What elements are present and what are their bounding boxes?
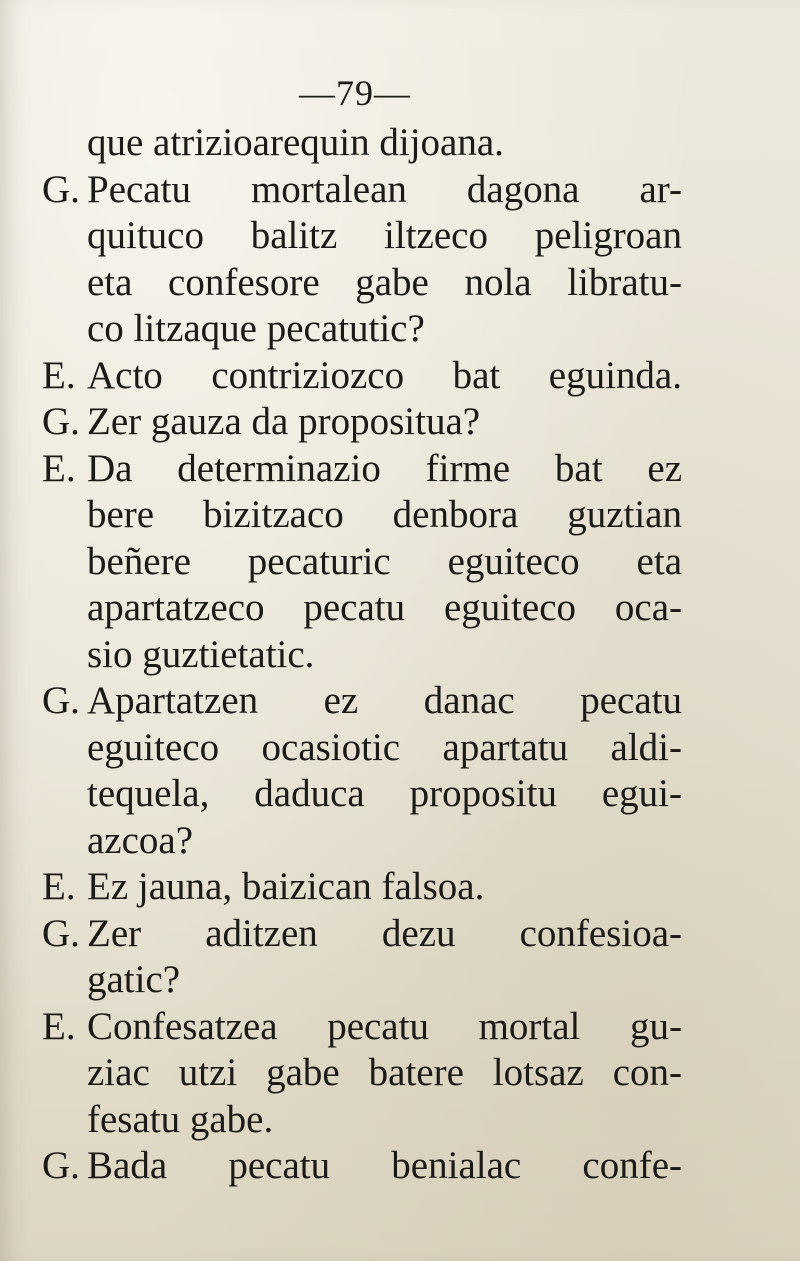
- text-line: [42, 911, 682, 958]
- line-text: Confesatzea pecatu mortal gu-: [87, 1004, 682, 1048]
- line-text: sio guztietatic.: [87, 632, 315, 676]
- text-line: [42, 213, 682, 260]
- line-text: gatic?: [87, 958, 181, 1001]
- speaker-label: G.: [42, 400, 80, 443]
- catechism-text: [42, 120, 682, 1190]
- speaker-label: G.: [42, 679, 80, 722]
- text-line: [42, 1143, 682, 1190]
- text-line: [42, 120, 682, 167]
- line-text: fesatu gabe.: [87, 1097, 274, 1141]
- line-text: azcoa?: [87, 818, 194, 862]
- line-text: ziac utzi gabe batere lotsaz con-: [87, 1051, 682, 1094]
- line-text: Pecatu mortalean dagona ar-: [87, 167, 682, 211]
- line-text: tequela, daduca propositu egui-: [87, 772, 682, 815]
- line-text: Ez jauna, baizican falsoa.: [87, 865, 485, 908]
- text-line: [42, 1050, 682, 1097]
- line-text: eguiteco ocasiotic apartatu aldi-: [87, 725, 682, 769]
- line-text: apartatzeco pecatu eguiteco oca-: [87, 586, 682, 629]
- text-line: [42, 260, 682, 307]
- text-line: [42, 771, 682, 818]
- text-line: [42, 678, 682, 725]
- text-line: [42, 446, 682, 493]
- line-text: beñere pecaturic eguiteco eta: [87, 539, 682, 583]
- line-text: Da determinazio firme bat ez: [87, 446, 682, 490]
- line-text: eta confesore gabe nola libratu-: [87, 260, 682, 304]
- line-text: quituco balitz iltzeco peligroan: [87, 214, 682, 257]
- line-text: Apartatzen ez danac pecatu: [87, 679, 682, 722]
- text-line: [42, 632, 682, 679]
- text-line: [42, 585, 682, 632]
- text-line: [42, 864, 682, 911]
- page-number: —79—: [299, 73, 411, 113]
- text-line: [42, 1004, 682, 1051]
- line-text: Bada pecatu benialac confe-: [87, 1144, 682, 1187]
- speaker-label: E.: [42, 446, 76, 490]
- line-text: bere bizitzaco denbora guztian: [87, 493, 682, 536]
- line-text: Zer aditzen dezu confesioa-: [87, 911, 682, 955]
- line-text: Zer gauza da propositua?: [87, 400, 481, 443]
- speaker-label: E.: [42, 865, 76, 908]
- speaker-label: E.: [42, 353, 76, 397]
- text-line: [42, 399, 682, 446]
- text-line: [42, 306, 682, 353]
- line-text: Acto contriziozco bat eguinda.: [87, 353, 682, 397]
- speaker-label: G.: [42, 167, 80, 211]
- line-text: que atrizioarequin dijoana.: [87, 121, 504, 164]
- speaker-label: G.: [42, 911, 80, 955]
- text-line: [42, 353, 682, 400]
- text-line: [42, 167, 682, 214]
- speaker-label: G.: [42, 1144, 80, 1187]
- text-line: [42, 492, 682, 539]
- text-line: [42, 1097, 682, 1144]
- text-line: [42, 957, 682, 1004]
- text-line: [42, 818, 682, 865]
- text-line: [42, 539, 682, 586]
- text-line: [42, 725, 682, 772]
- line-text: co litzaque pecatutic?: [87, 307, 425, 350]
- speaker-label: E.: [42, 1004, 76, 1048]
